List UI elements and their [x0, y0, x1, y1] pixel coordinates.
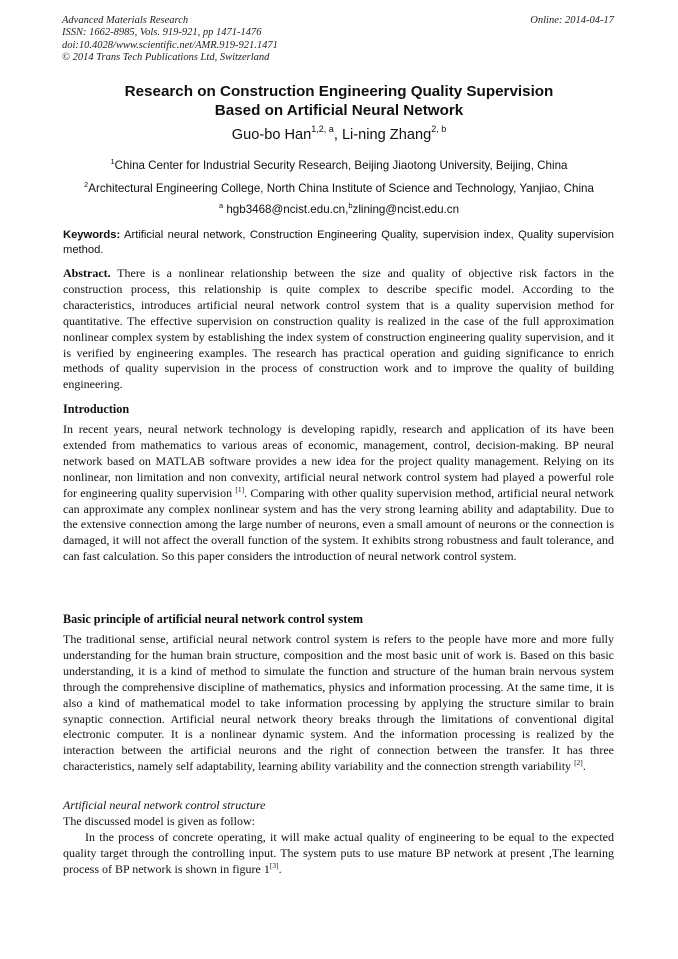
issn-line: ISSN: 1662-8985, Vols. 919-921, pp 1471-1476 — [62, 27, 262, 39]
structure-paragraph — [63, 830, 614, 878]
introduction-paragraph — [63, 422, 614, 565]
basic-principle-text-1: The traditional sense, artificial neural network control system is refers to the people have more and more fully understanding for the human brain structure, composition and the most basic unit of work is. Based on this basic understanding, it is a kind of method to simulate the function and structure of the human brain nervous system through the comprehensive discipline of mathematics, physics and information processing. At the same time, it is also a kind of mathematical model to take information processing by applying the structure similar to brain synaptic connection. Artificial neural network theory breaks through the limitations of conventional digital electronic computer. It is a nonlinear dynamic system. And the information processing is realized by the interaction between the artificial neurons and the right of connection between the transfer. It has three characteristics, namely self adaptability, learning ability variability and the connection strength variability — [63, 632, 614, 774]
basic-principle-text-2: . — [582, 759, 586, 774]
email-a[interactable]: hgb3468@ncist.edu.cn, — [223, 203, 349, 216]
author-2-affil: 2, b — [431, 124, 447, 134]
affiliation-1 — [0, 157, 678, 172]
author-1-affil: 1,2, a — [311, 124, 334, 134]
basic-principle-paragraph — [63, 632, 614, 775]
paper-title — [0, 82, 678, 120]
abstract — [63, 266, 614, 393]
structure-text-2: . — [278, 861, 282, 876]
keywords — [63, 228, 614, 258]
affiliation-2 — [0, 180, 678, 195]
keywords-label: Keywords: — [63, 229, 121, 241]
author-2: Li-ning Zhang — [341, 127, 432, 143]
citation-1[interactable]: [1] — [235, 484, 245, 494]
email-a-marker: a — [218, 201, 224, 210]
model-intro-line: The discussed model is given as follow: — [63, 814, 255, 828]
citation-2[interactable]: [2] — [574, 758, 583, 768]
affiliation-1-marker: 1 — [110, 157, 115, 166]
affiliation-2-marker: 2 — [84, 180, 89, 189]
abstract-text: There is a nonlinear relationship between the size and quality of objective risk factors in the construction process, this relationship is quite complex to describe specific model. According to the characteristics, introduces artificial neural network control system that is a quality supervision method for quantitative. The effective supervision on construction quality is realized in the case of the full approximation nonlinear complex system by establishing the index system of construction engineering quality supervision, and it is verified by engineering examples. The research has practical operation and guiding significance to enrich methods of quality supervision in the process of construction work and to improve the quality of building engineering. — [63, 266, 614, 392]
title-line-2: Based on Artificial Neural Network — [214, 102, 464, 119]
title-line-1: Research on Construction Engineering Quality Supervision — [124, 83, 554, 100]
email-b-marker: b — [348, 201, 353, 210]
online-date: Online: 2014-04-17 — [530, 15, 614, 26]
citation-3[interactable]: [3] — [269, 860, 279, 870]
email-b[interactable]: zlining@ncist.edu.cn — [352, 203, 460, 216]
doi-line[interactable]: doi:10.4028/www.scientific.net/AMR.919-921.1471 — [62, 39, 278, 51]
structure-text-1: In the process of concrete operating, it will make actual quality of engineering to be equal to the expected quality target through the controlling input. The system puts to use mature BP network at present ,The learning process of BP network is shown in figure 1 — [63, 830, 614, 876]
journal-name: Advanced Materials Research — [62, 15, 189, 26]
keywords-text: Artificial neural network, Construction Engineering Quality, supervision index, Quality supervision method. — [63, 229, 614, 256]
introduction-text-2: . Comparing with other quality supervision method, artificial neural network can approximate any complex nonlinear system and has the very strong learning ability and adaptability. Due to the extensive connection among the large number of neurons, even a small amount of neurons or the connection is damaged, it will not affect the overall function of the system. It exhibits strong robustness and fault tolerance, and can fast calculation. So this paper considers the introduction of neural network control system. — [63, 485, 614, 564]
author-list — [0, 124, 678, 143]
author-emails — [0, 201, 678, 216]
basic-principle-heading: Basic principle of artificial neural network control system — [63, 612, 364, 626]
introduction-text-1: In recent years, neural network technology is developing rapidly, research and application of its have been extended from mathematics to various areas of economic, management, control, decision-making. BP neural network based on MATLAB software provides a new idea for the project quality management. Relying on its nonlinear, non limitation and non convexity, artificial neural network control system had played a powerful role for engineering quality supervision — [63, 422, 614, 500]
structure-subheading: Artificial neural network control structure — [63, 798, 266, 812]
affiliation-2-text: Architectural Engineering College, North China Institute of Science and Technology, Yanjiao, China — [88, 182, 594, 195]
author-1: Guo-bo Han — [231, 127, 312, 143]
abstract-label: Abstract. — [63, 266, 111, 280]
affiliation-1-text: China Center for Industrial Security Research, Beijing Jiaotong University, Beijing, China — [114, 159, 568, 172]
journal-header — [62, 15, 278, 65]
introduction-heading: Introduction — [63, 402, 130, 416]
copyright-line: © 2014 Trans Tech Publications Ltd, Switzerland — [62, 52, 270, 64]
author-separator: , — [333, 127, 342, 143]
